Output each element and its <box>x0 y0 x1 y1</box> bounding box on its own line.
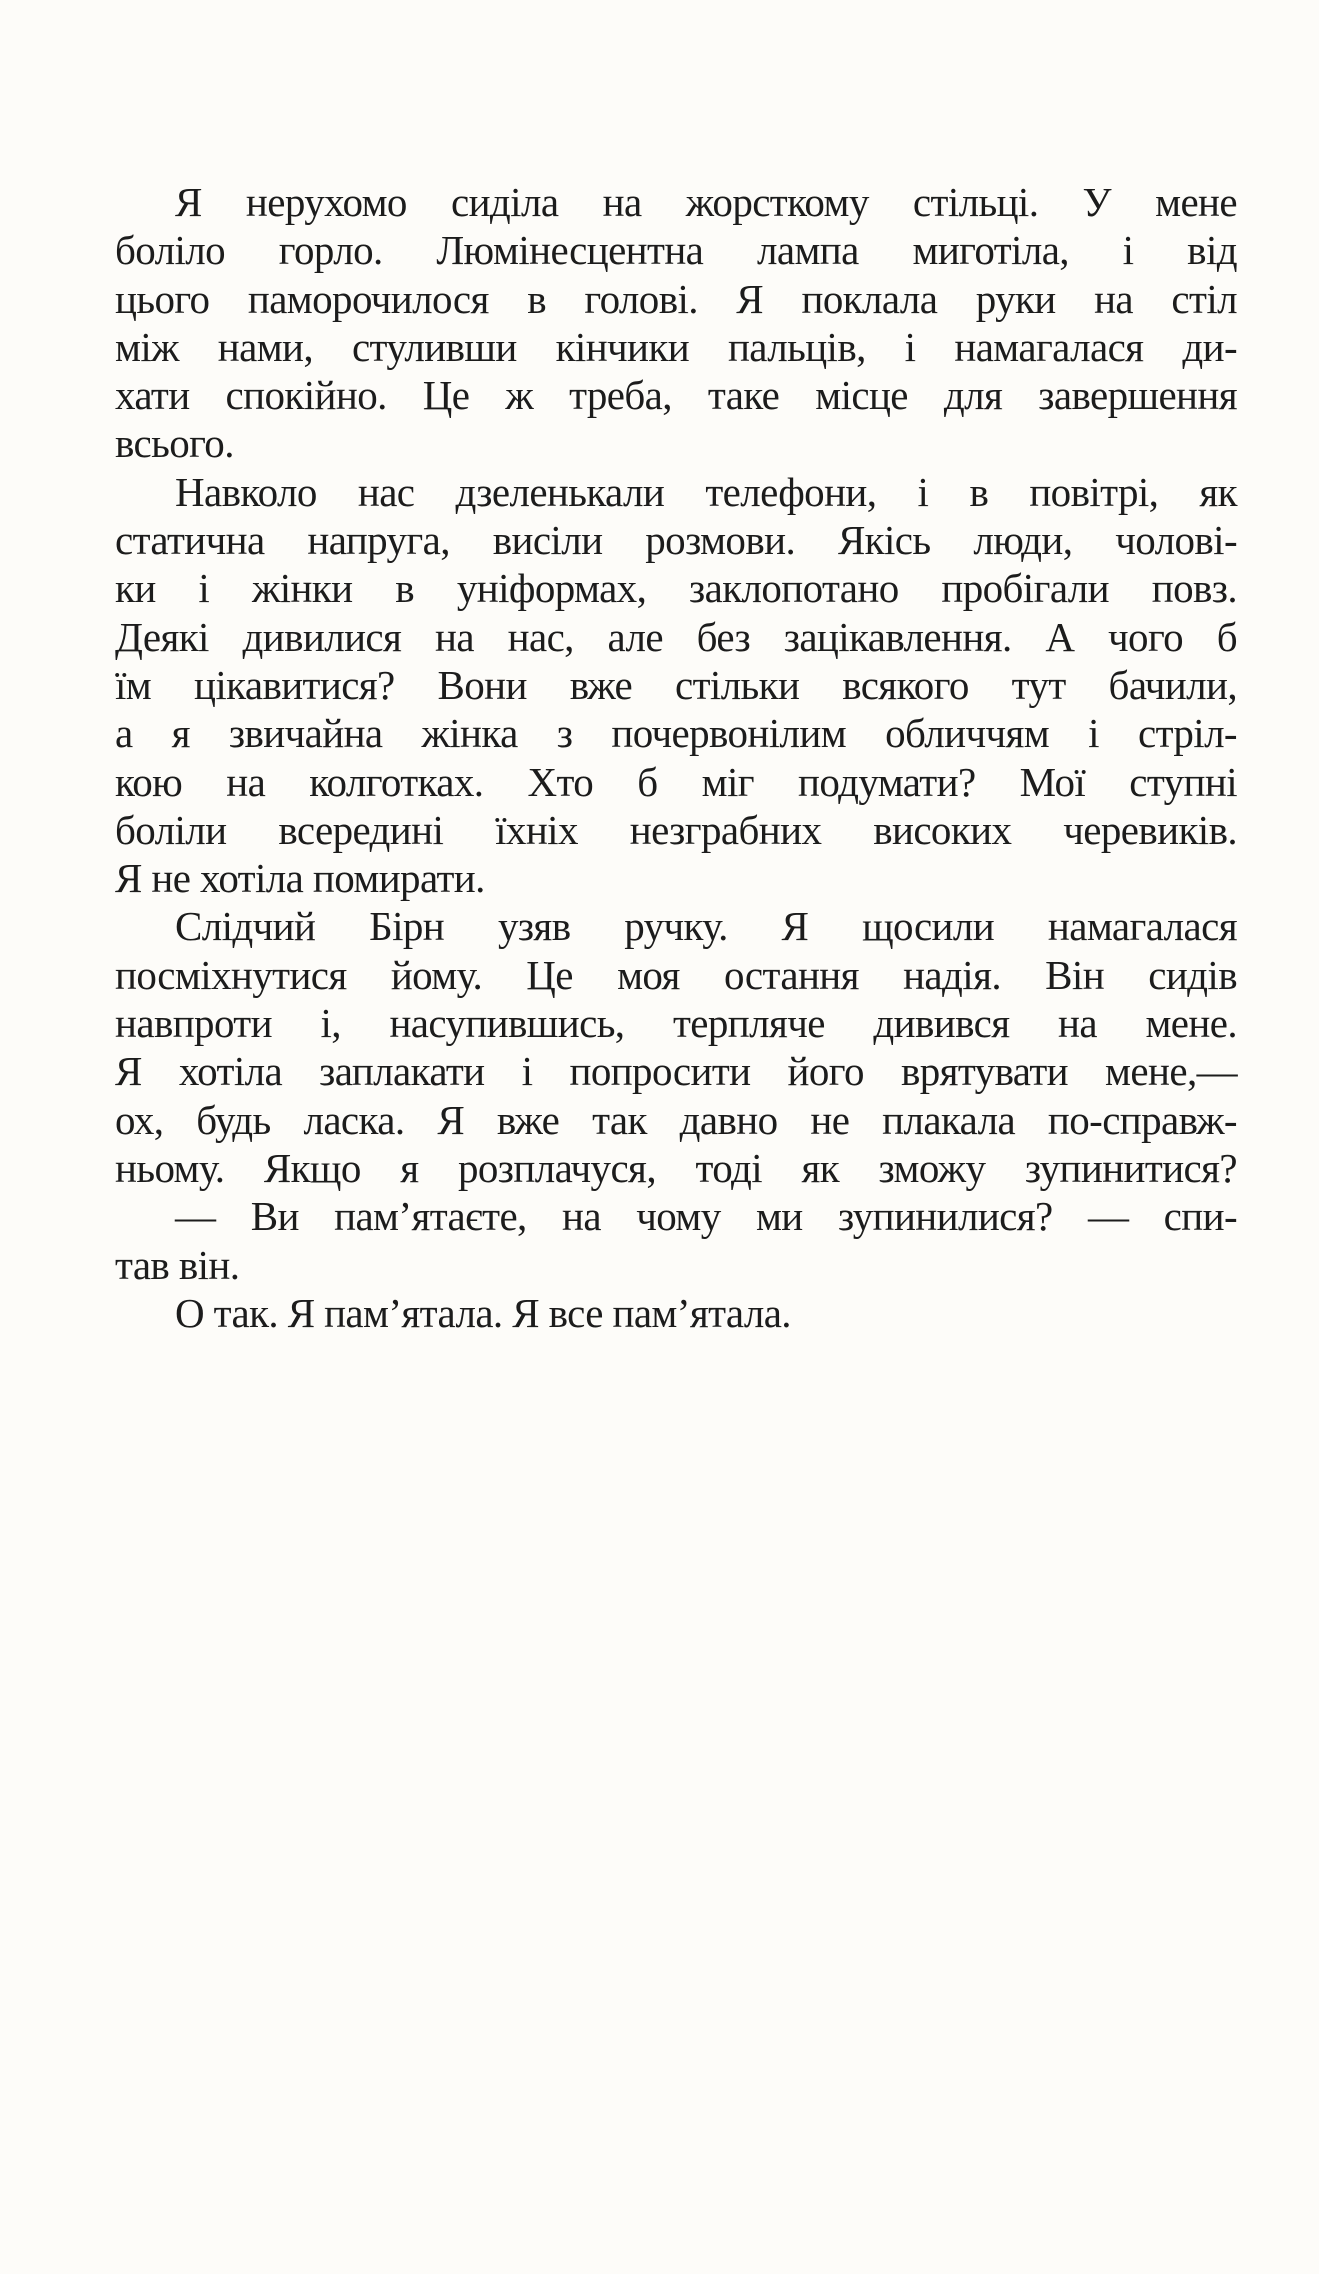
paragraph-dialogue <box>115 1192 1237 1289</box>
text-line: Слідчий Бірн узяв ручку. Я щосили намагалася <box>175 903 1237 950</box>
text-line: між нами, стуливши кінчики пальців, і намагалася ди- <box>115 323 1237 370</box>
text-line: Навколо нас дзеленькали телефони, і в повітрі, як <box>175 468 1237 515</box>
text-line: О так. Я пам’ятала. Я все пам’ятала. <box>175 1289 791 1336</box>
text-line: боліло горло. Люмінесцентна лампа миготіла, і від <box>115 227 1237 274</box>
text-line: навпроти і, насупившись, терпляче дивився на мене. <box>115 1000 1237 1047</box>
text-line: Я нерухомо сиділа на жорсткому стільці. У мене <box>175 179 1237 225</box>
paragraph-2 <box>115 468 1237 903</box>
text-line: боліли всередині їхніх незграбних високих черевиків. <box>115 806 1237 853</box>
text-line: всього. <box>115 420 234 467</box>
text-line: а я звичайна жінка з почервонілим обличчям і стріл- <box>115 710 1237 757</box>
text-line: ньому. Якщо я розплачуся, тоді як зможу зупинитися? <box>115 1144 1237 1191</box>
text-line: хати спокійно. Це ж треба, таке місце для завершення <box>115 372 1237 419</box>
text-line: посміхнутися йому. Це моя остання надія. Він сидів <box>115 951 1237 998</box>
text-line: ки і жінки в уніформах, заклопотано пробігали повз. <box>115 565 1237 612</box>
paragraph-1 <box>115 178 1237 468</box>
text-line: — Ви пам’ятаєте, на чому ми зупинилися? — спи- <box>175 1193 1237 1240</box>
text-line: статична напруга, висіли розмови. Якісь люди, чолові- <box>115 517 1237 564</box>
text-line: ох, будь ласка. Я вже так давно не плакала по-справж- <box>115 1096 1237 1143</box>
text-line: цього паморочилося в голові. Я поклала руки на стіл <box>115 275 1237 322</box>
text-line: Деякі дивилися на нас, але без зацікавлення. А чого б <box>115 613 1237 660</box>
text-line: їм цікавитися? Вони вже стільки всякого тут бачили, <box>115 661 1237 708</box>
text-line: кою на колготках. Хто б міг подумати? Мої ступні <box>115 758 1237 805</box>
paragraph-3 <box>115 902 1237 1192</box>
paragraph-5 <box>115 1289 1237 1337</box>
book-page-text <box>115 178 1237 1337</box>
text-line: тав він. <box>115 1241 240 1288</box>
text-line: Я не хотіла помирати. <box>115 855 485 902</box>
text-line: Я хотіла заплакати і попросити його врятувати мене,— <box>115 1048 1237 1095</box>
